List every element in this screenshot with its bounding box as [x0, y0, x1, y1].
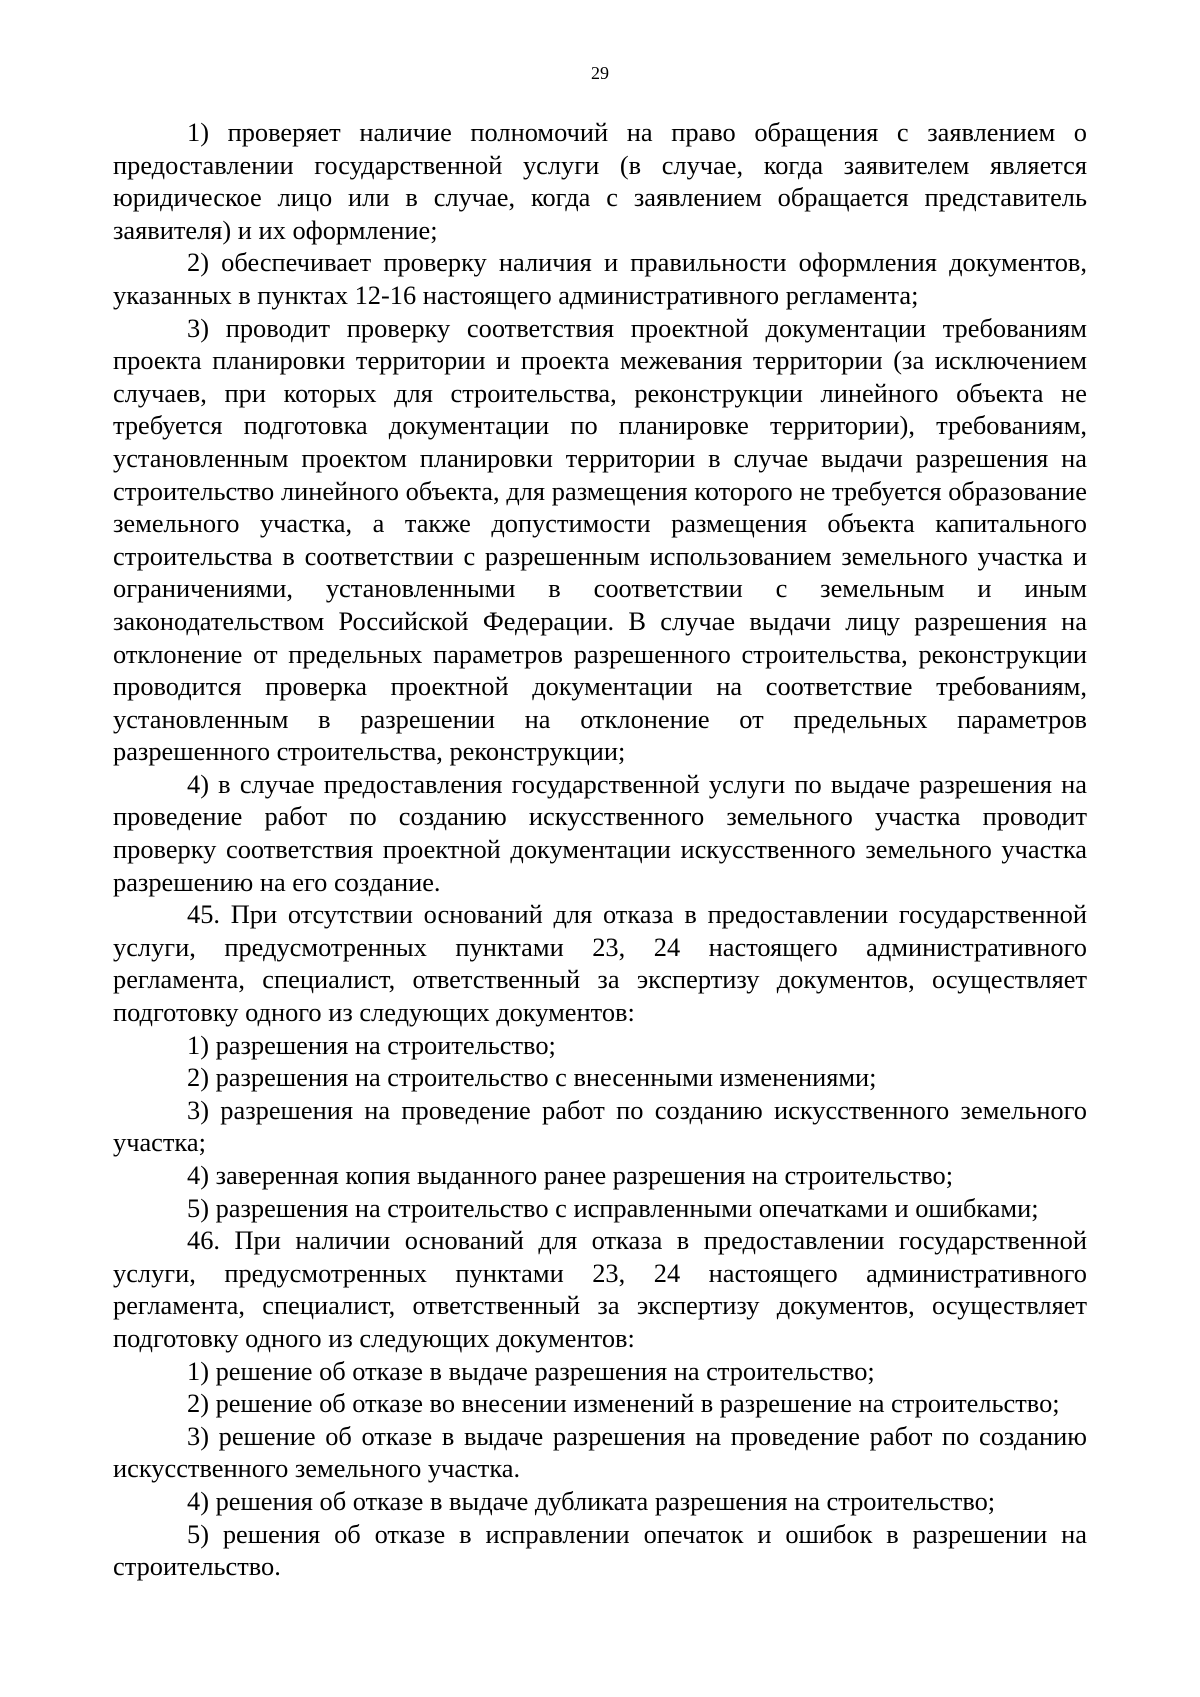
list-item-45-1: 1) разрешения на строительство; [187, 1029, 556, 1060]
list-item-45-2: 2) разрешения на строительство с внесенными изменениями; [187, 1062, 877, 1093]
paragraph-45: 45. При отсутствии оснований для отказа в предоставлении государственной услуги, предусмотренных пунктами 23, 24 настоящего административного регламента, специалист, ответственный за экспертизу документов, осуществляет подготовку одного из следующих документов: [113, 899, 1087, 1028]
paragraph-check-authority: 1) проверяет наличие полномочий на право обращения с заявлением о предоставлении государственной услуги (в случае, когда заявителем является юридическое лицо или в случае, когда с заявлением обращается представитель заявителя) и их оформление; [113, 117, 1087, 245]
list-item-46-4: 4) решения об отказе в выдаче дубликата разрешения на строительство; [187, 1485, 996, 1516]
list-item-46-3: 3) решение об отказе в выдаче разрешения на проведение работ по созданию искусственного земельного участка. [113, 1420, 1087, 1484]
paragraph-artificial-land-plot-check: 4) в случае предоставления государственной услуги по выдаче разрешения на проведение работ по созданию искусственного земельного участка проводит проверку соответствия проектной документации искусственного земельного участка разрешению на его создание. [113, 768, 1087, 897]
list-item-46-1: 1) решение об отказе в выдаче разрешения на строительство; [187, 1355, 875, 1386]
paragraph-check-documents: 2) обеспечивает проверку наличия и правильности оформления документов, указанных в пунктах 12-16 настоящего административного регламента; [113, 247, 1087, 310]
list-item-46-2: 2) решение об отказе во внесении изменений в разрешение на строительство; [187, 1388, 1060, 1419]
list-item-45-4: 4) заверенная копия выданного ранее разрешения на строительство; [187, 1160, 954, 1190]
list-item-45-3: 3) разрешения на проведение работ по созданию искусственного земельного участка; [113, 1094, 1087, 1158]
document-body [113, 116, 1087, 1583]
list-item-45-5: 5) разрешения на строительство с исправленными опечатками и ошибками; [187, 1192, 1039, 1223]
list-item-46-5: 5) решения об отказе в исправлении опечаток и ошибок в разрешении на строительство. [113, 1518, 1087, 1582]
paragraph-46: 46. При наличии оснований для отказа в предоставлении государственной услуги, предусмотренных пунктами 23, 24 настоящего административного регламента, специалист, ответственный за экспертизу документов, осуществляет подготовку одного из следующих документов: [113, 1225, 1087, 1353]
page-number: 29 [591, 63, 609, 83]
paragraph-check-project-documentation: 3) проводит проверку соответствия проектной документации требованиям проекта планировки территории и проекта межевания территории (за исключением случаев, при которых для строительства, реконструкции линейного объекта не требуется подготовка документации по планировке территории), требованиям, установленным проектом планировки территории в случае выдачи разрешения на строительство линейного объекта, для размещения которого не требуется образование земельного участка, а также допустимости размещения объекта капитального строительства в соответствии с разрешенным использованием земельного участка и ограничениями, установленными в соответствии с земельным и иным законодательством Российской Федерации. В случае выдачи лицу разрешения на отклонение от предельных параметров разрешенного строительства, реконструкции проводится проверка проектной документации на соответствие требованиям, установленным в разрешении на отклонение от предельных параметров разрешенного строительства, реконструкции; [113, 312, 1087, 767]
